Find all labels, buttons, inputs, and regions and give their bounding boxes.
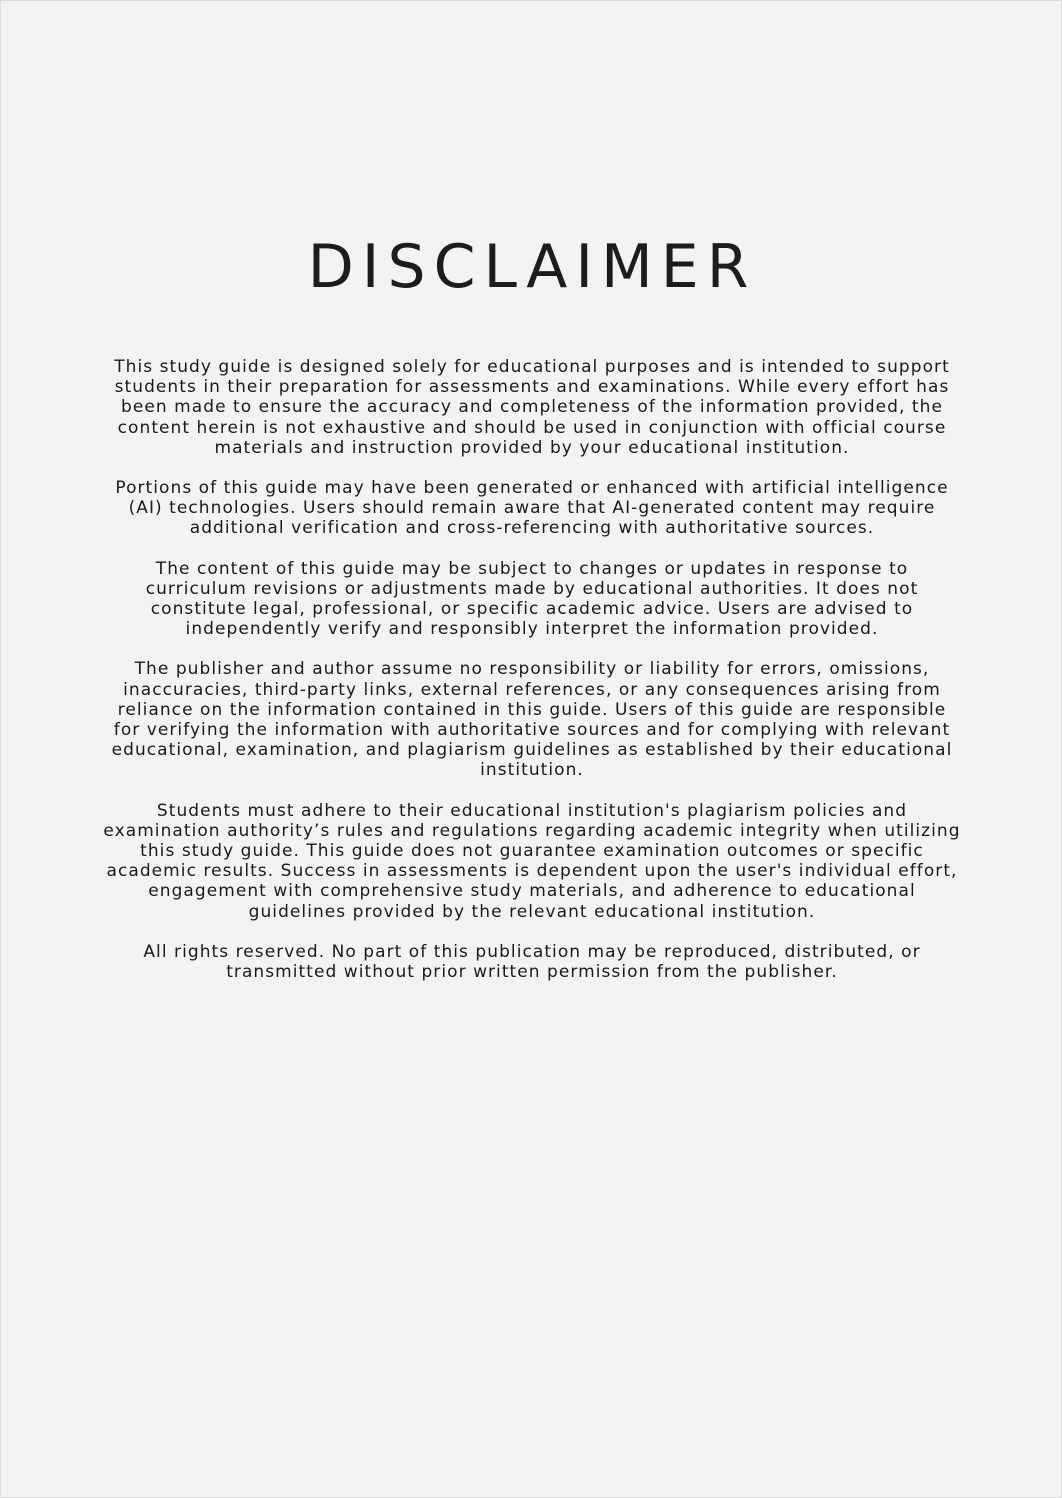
paragraph-rights-reserved: All rights reserved. No part of this publication may be reproduced, distributed, or transmitted without prior written permission from the publisher.: [143, 941, 921, 983]
page-title: DISCLAIMER: [307, 232, 757, 302]
paragraph-academic-integrity: Students must adhere to their educational institution's plagiarism policies and examination authority’s rules and regulations regarding academic integrity when utilizing this study guide. This guide does not guarantee examination outcomes or specific academic results. Success in assessments is dependent upon the user's individual effort, engagement with comprehensive study materials, and adherence to educational guidelines provided by the relevant educational institution.: [103, 800, 961, 922]
disclaimer-body: [103, 357, 961, 1002]
paragraph-liability: The publisher and author assume no responsibility or liability for errors, omissions, inaccuracies, third-party links, external references, or any consequences arising from reliance on the information contained in this guide. Users of this guide are responsible for verifying the information with authoritative sources and for complying with relevant educational, examination, and plagiarism guidelines as established by their educational institution.: [111, 659, 953, 781]
paragraph-updates: The content of this guide may be subject to changes or updates in response to curriculum revisions or adjustments made by educational authorities. It does not constitute legal, professional, or specific academic advice. Users are advised to independently verify and responsibly interpret the information provided.: [145, 558, 919, 640]
paragraph-ai-content: Portions of this guide may have been generated or enhanced with artificial intelligence (AI) technologies. Users should remain aware that AI-generated content may require additional verification and cross-referencing with authoritative sources.: [115, 478, 949, 539]
paragraph-purpose: This study guide is designed solely for educational purposes and is intended to support students in their preparation for assessments and examinations. While every effort has been made to ensure the accuracy and completeness of the information provided, the content herein is not exhaustive and should be used in conjunction with official course materials and instruction provided by your educational institution.: [114, 357, 950, 458]
